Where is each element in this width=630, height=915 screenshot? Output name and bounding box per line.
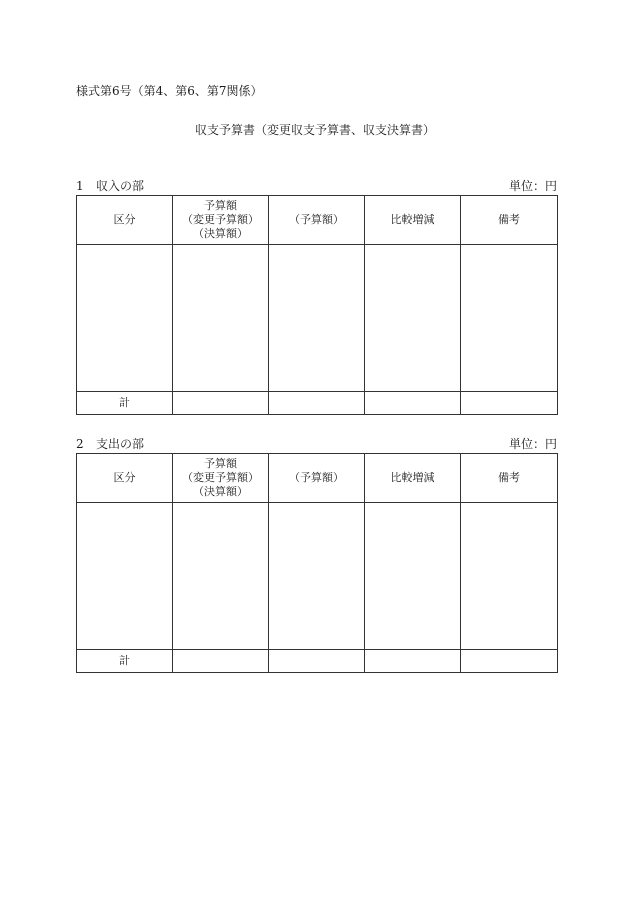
total-budget[interactable] [173, 650, 269, 673]
section-name: 支出の部 [96, 437, 145, 451]
total-comparison[interactable] [365, 392, 461, 415]
header-budget-line3: （決算額） [193, 227, 248, 240]
total-remarks[interactable] [461, 392, 558, 415]
table-body-row [77, 245, 558, 392]
header-remarks: 備考 [461, 196, 558, 245]
total-prior-budget[interactable] [269, 392, 365, 415]
header-budget-line3: （決算額） [193, 485, 248, 498]
cell-category[interactable] [77, 503, 173, 650]
table-total-row [77, 392, 558, 415]
total-label: 計 [77, 392, 173, 415]
header-prior-budget: （予算額） [269, 196, 365, 245]
cell-prior-budget[interactable] [269, 245, 365, 392]
header-category: 区分 [77, 196, 173, 245]
cell-comparison[interactable] [365, 503, 461, 650]
header-comparison: 比較増減 [365, 454, 461, 503]
cell-remarks[interactable] [461, 503, 558, 650]
cell-comparison[interactable] [365, 245, 461, 392]
header-budget [173, 196, 269, 245]
cell-prior-budget[interactable] [269, 503, 365, 650]
total-budget[interactable] [173, 392, 269, 415]
header-category: 区分 [77, 454, 173, 503]
header-comparison: 比較増減 [365, 196, 461, 245]
cell-budget[interactable] [173, 503, 269, 650]
header-budget-line2: （変更予算額） [182, 213, 259, 226]
section-number: 1 [76, 179, 84, 193]
section-heading-expenditure [76, 436, 557, 452]
table-total-row [77, 650, 558, 673]
total-label: 計 [77, 650, 173, 673]
form-number: 様式第6号（第4、第6、第7関係） [76, 84, 263, 98]
unit-label: 単位：円 [508, 437, 557, 451]
header-budget [173, 454, 269, 503]
section-number: 2 [76, 437, 84, 451]
header-budget-line1: 予算額 [204, 457, 237, 470]
table-body-row [77, 503, 558, 650]
total-comparison[interactable] [365, 650, 461, 673]
cell-remarks[interactable] [461, 245, 558, 392]
unit-label: 単位：円 [508, 179, 557, 193]
cell-budget[interactable] [173, 245, 269, 392]
section-name: 収入の部 [96, 179, 145, 193]
total-remarks[interactable] [461, 650, 558, 673]
expenditure-table [76, 453, 558, 673]
table-header-row [77, 454, 558, 503]
section-heading-income [76, 178, 557, 194]
document-title: 収支予算書（変更収支予算書、収支決算書） [194, 123, 435, 137]
cell-category[interactable] [77, 245, 173, 392]
header-prior-budget: （予算額） [269, 454, 365, 503]
table-header-row [77, 196, 558, 245]
income-table [76, 195, 558, 415]
total-prior-budget[interactable] [269, 650, 365, 673]
header-budget-line2: （変更予算額） [182, 471, 259, 484]
header-remarks: 備考 [461, 454, 558, 503]
header-budget-line1: 予算額 [204, 199, 237, 212]
